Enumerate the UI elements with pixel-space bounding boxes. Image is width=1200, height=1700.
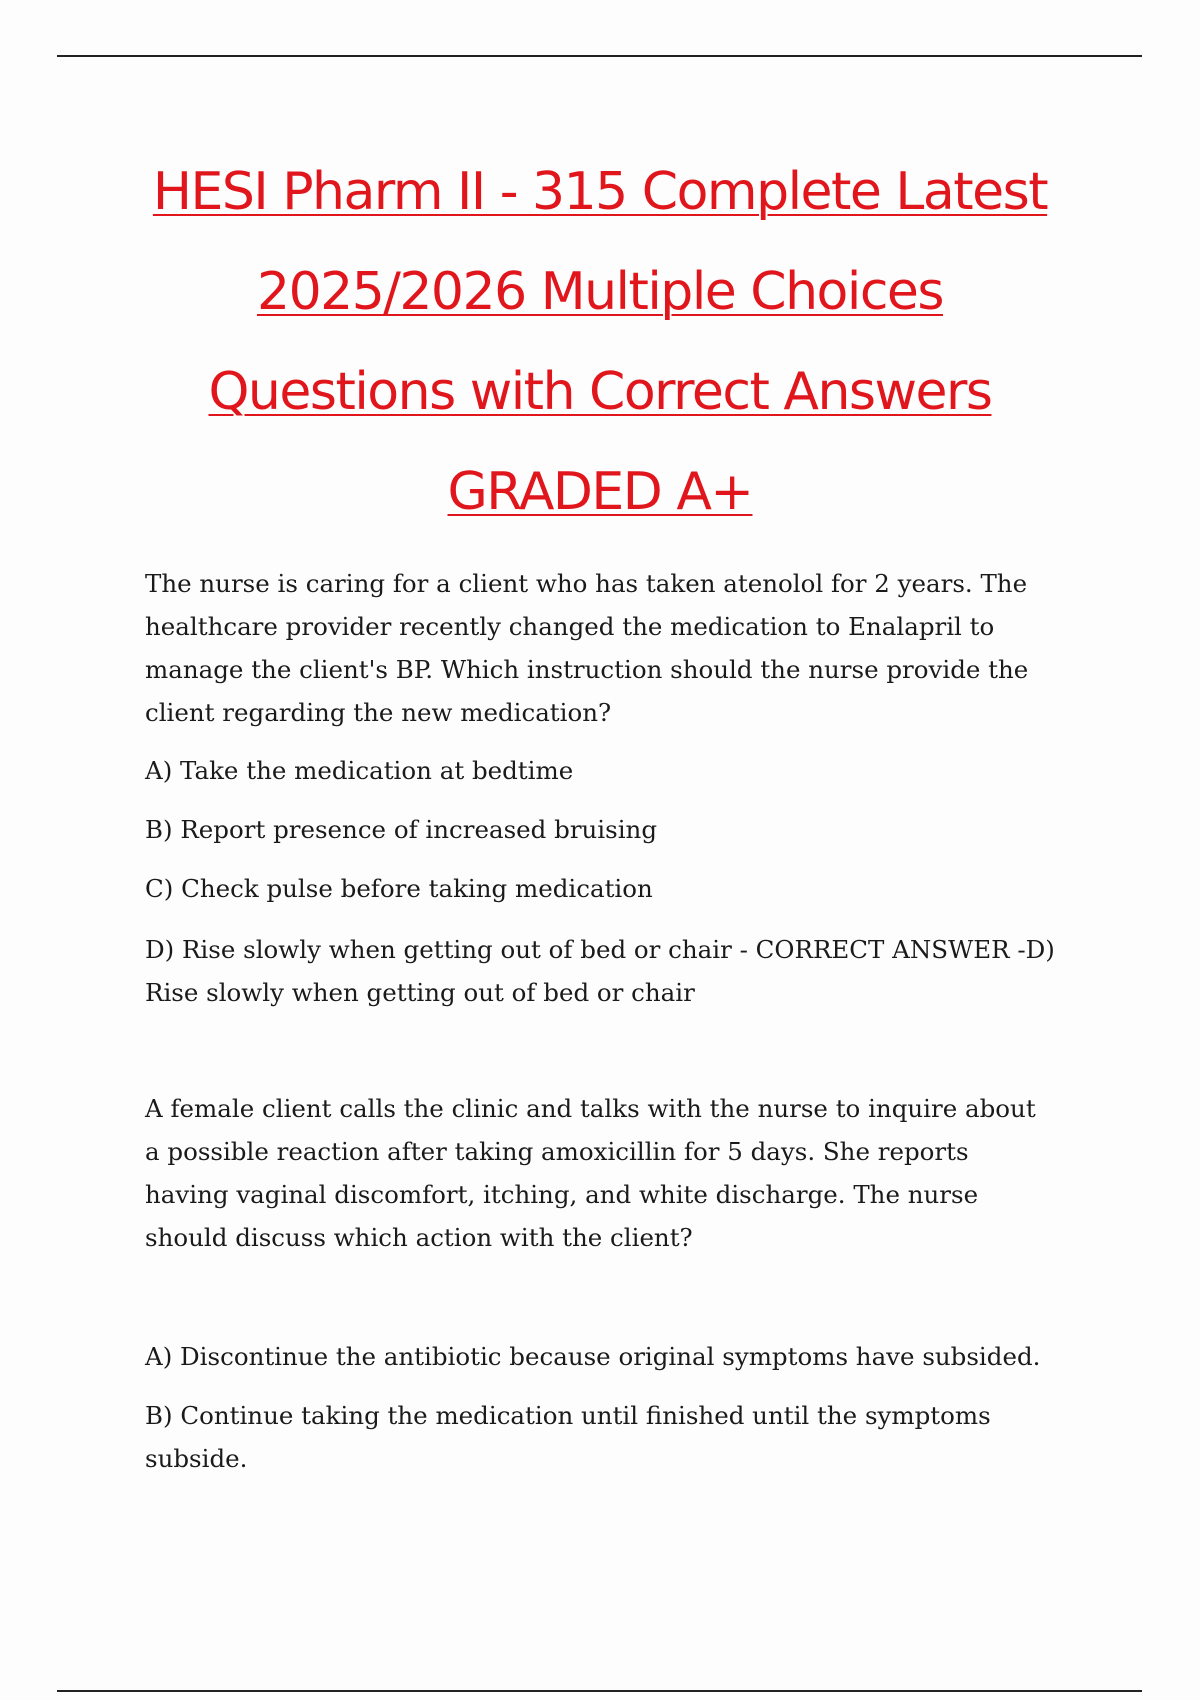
question-1 bbox=[145, 562, 1055, 734]
question-text: A female client calls the clinic and talks with the nurse to inquire about a possible reaction after taking amoxicillin for 5 days. She reports having vaginal discomfort, itching, and white discharge. The nurse should discuss which action with the client? bbox=[145, 1094, 1036, 1252]
document-title bbox=[0, 142, 1200, 542]
question-1-option-a bbox=[145, 749, 1055, 792]
answer-option: B) Report presence of increased bruising bbox=[145, 815, 658, 844]
question-1-option-d bbox=[145, 928, 1055, 1014]
answer-option: A) Discontinue the antibiotic because original symptoms have subsided. bbox=[145, 1342, 1041, 1371]
title-line: 2025/2026 Multiple Choices bbox=[256, 262, 943, 322]
question-2-option-a bbox=[145, 1335, 1055, 1378]
question-1-option-c bbox=[145, 867, 1055, 910]
title-line: HESI Pharm II - 315 Complete Latest bbox=[152, 162, 1048, 222]
question-1-option-b bbox=[145, 808, 1055, 851]
top-rule bbox=[57, 55, 1142, 57]
answer-option: C) Check pulse before taking medication bbox=[145, 874, 653, 903]
title-line: Questions with Correct Answers bbox=[208, 362, 992, 422]
answer-option: B) Continue taking the medication until finished until the symptoms subside. bbox=[145, 1401, 991, 1473]
answer-option: A) Take the medication at bedtime bbox=[145, 756, 574, 785]
answer-option: D) Rise slowly when getting out of bed or chair - CORRECT ANSWER -D) Rise slowly when getting out of bed or chair bbox=[145, 935, 1055, 1007]
bottom-rule bbox=[57, 1690, 1142, 1692]
question-2 bbox=[145, 1087, 1055, 1259]
title-line: GRADED A+ bbox=[447, 462, 753, 522]
question-2-option-b bbox=[145, 1394, 1055, 1480]
question-text: The nurse is caring for a client who has taken atenolol for 2 years. The healthcare provider recently changed the medication to Enalapril to manage the client's BP. Which instruction should the nurse provide the client regarding the new medication? bbox=[145, 569, 1029, 727]
